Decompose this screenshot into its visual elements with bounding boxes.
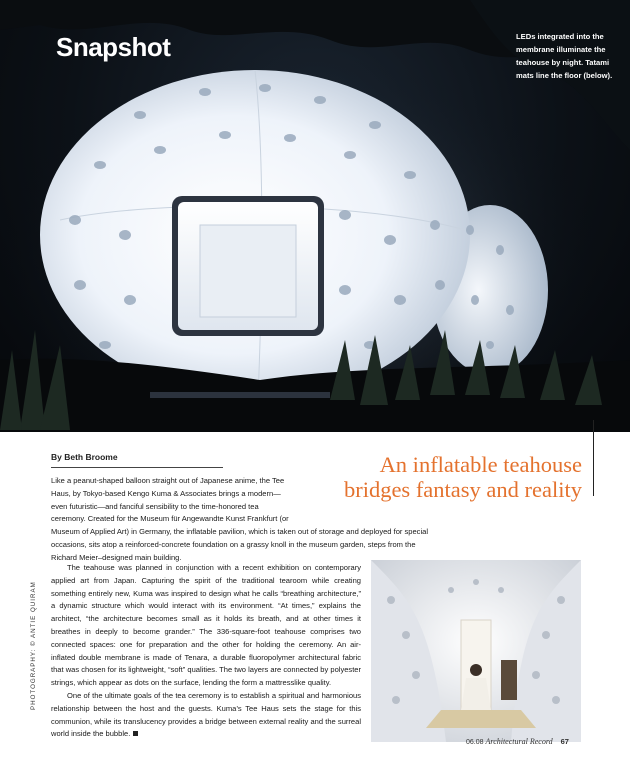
interior-photo [371, 560, 581, 742]
section-label: Snapshot [56, 32, 171, 62]
issue-date: 06.08 [466, 739, 484, 746]
page-number: 67 [560, 737, 569, 746]
photo-caption: LEDs integrated into the membrane illuminate the teahouse by night. Tatami mats line the floor (below). [516, 32, 613, 80]
article-body [51, 562, 361, 741]
intro-line: even futuristic—and fanciful sensibility to the time-honored tea [51, 501, 259, 511]
intro-line: Haus, by Tokyo-based Kengo Kuma & Associates brings a modern— [51, 488, 281, 498]
photo-credit: PHOTOGRAPHY: © ANTIE QUIRAM [30, 581, 37, 710]
headline-line-1: An inflatable teahouse [379, 452, 582, 477]
paragraph-1: The teahouse was planned in conjunction with a recent exhibition on contemporary applied art from Japan. Capturing the spirit of the traditional tearoom while creating something entirely new, Kuma was inspired to design what he calls “breathing architecture,” a dynamic structure which would interact with its environment. “At times,” explains the architect, “the architecture becomes small as it holds its breath, and at other times it breathes in deeply to become grander.” The 336-square-foot teahouse comprises two connected spaces: one for preparation and the other for holding the ceremony. An air-inflated double membrane is made of Tenara, a durable fluoropolymer architectural fabric that was chosen for its lightweight, “soft” qualities. The two layers are connected by polyester strings, which appear as dots on the surface, lending the form a mattresslike quality. [51, 563, 361, 688]
teahouse-interior-illustration [371, 560, 581, 742]
intro-line: Museum of Applied Art) in Germany, the inflatable pavilion, which is taken out of storage and deployed for special [51, 527, 428, 537]
magazine-name: Architectural Record [485, 737, 553, 746]
intro-paragraph [51, 475, 441, 565]
page-footer [466, 737, 569, 746]
headline-line-2: bridges fantasy and reality [343, 477, 582, 502]
intro-line: ceremony. Created for the Museum für Angewandte Kunst Frankfurt (or [51, 514, 289, 524]
intro-line: occasions, sits atop a reinforced-concrete foundation on a grassy knoll in the museum garden, steps from the [51, 539, 416, 549]
intro-line: Like a peanut-shaped balloon straight out of Japanese anime, the Tee [51, 476, 285, 485]
column-rule [593, 420, 594, 496]
paragraph-2-text: One of the ultimate goals of the tea ceremony is to establish a spiritual and harmonious relationship between the host and the guests. Kuma’s Tee Haus sets the stage for this communion, while its translucency provides a bridge between external reality and the surreal world inside the bubble. [51, 690, 361, 739]
paragraph-2 [51, 690, 361, 741]
end-mark-icon [133, 731, 138, 736]
byline-rule [51, 467, 223, 468]
intro-line: Richard Meier–designed main building. [51, 552, 182, 562]
byline: By Beth Broome [51, 452, 118, 462]
